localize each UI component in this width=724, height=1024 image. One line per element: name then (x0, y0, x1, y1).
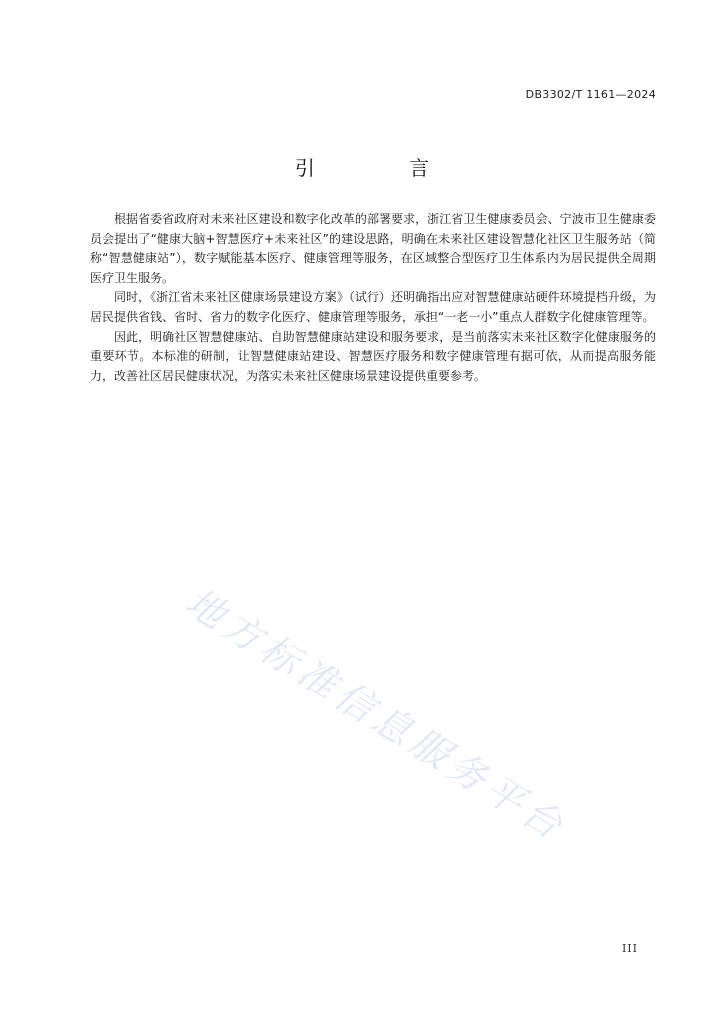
document-id: DB3302/T 1161—2024 (525, 88, 656, 101)
paragraph-1: 根据省委省政府对未来社区建设和数字化改革的部署要求，浙江省卫生健康委员会、宁波市卫生健康委员会提出了“健康大脑+智慧医疗+未来社区”的建设思路，明确在未来社区建设智慧化社区卫生服务站（简称“智慧健康站”），数字赋能基本医疗、健康管理等服务，在区域整合型医疗卫生体系内为居民提供全周期医疗卫生服务。 (90, 212, 656, 285)
paragraph-3: 因此，明确社区智慧健康站、自助智慧健康站建设和服务要求，是当前落实未来社区数字化健康服务的重要环节。本标准的研制，让智慧健康站建设、智慧医疗服务和数字健康管理有据可依，从而提高服务能力，改善社区居民健康状况，为落实未来社区健康场景建设提供重要参考。 (90, 329, 656, 383)
page-number: III (621, 942, 638, 955)
section-title: 引 言 (294, 156, 474, 180)
body-text (90, 210, 656, 386)
watermark: 地方标准信息服务平台 (177, 579, 575, 851)
paragraph-2: 同时，《浙江省未来社区健康场景建设方案》（试行）还明确指出应对智慧健康站硬件环境提档升级，为居民提供省钱、省时、省力的数字化医疗、健康管理等服务，承担“一老一小”重点人群数字化健康管理等。 (90, 290, 656, 324)
